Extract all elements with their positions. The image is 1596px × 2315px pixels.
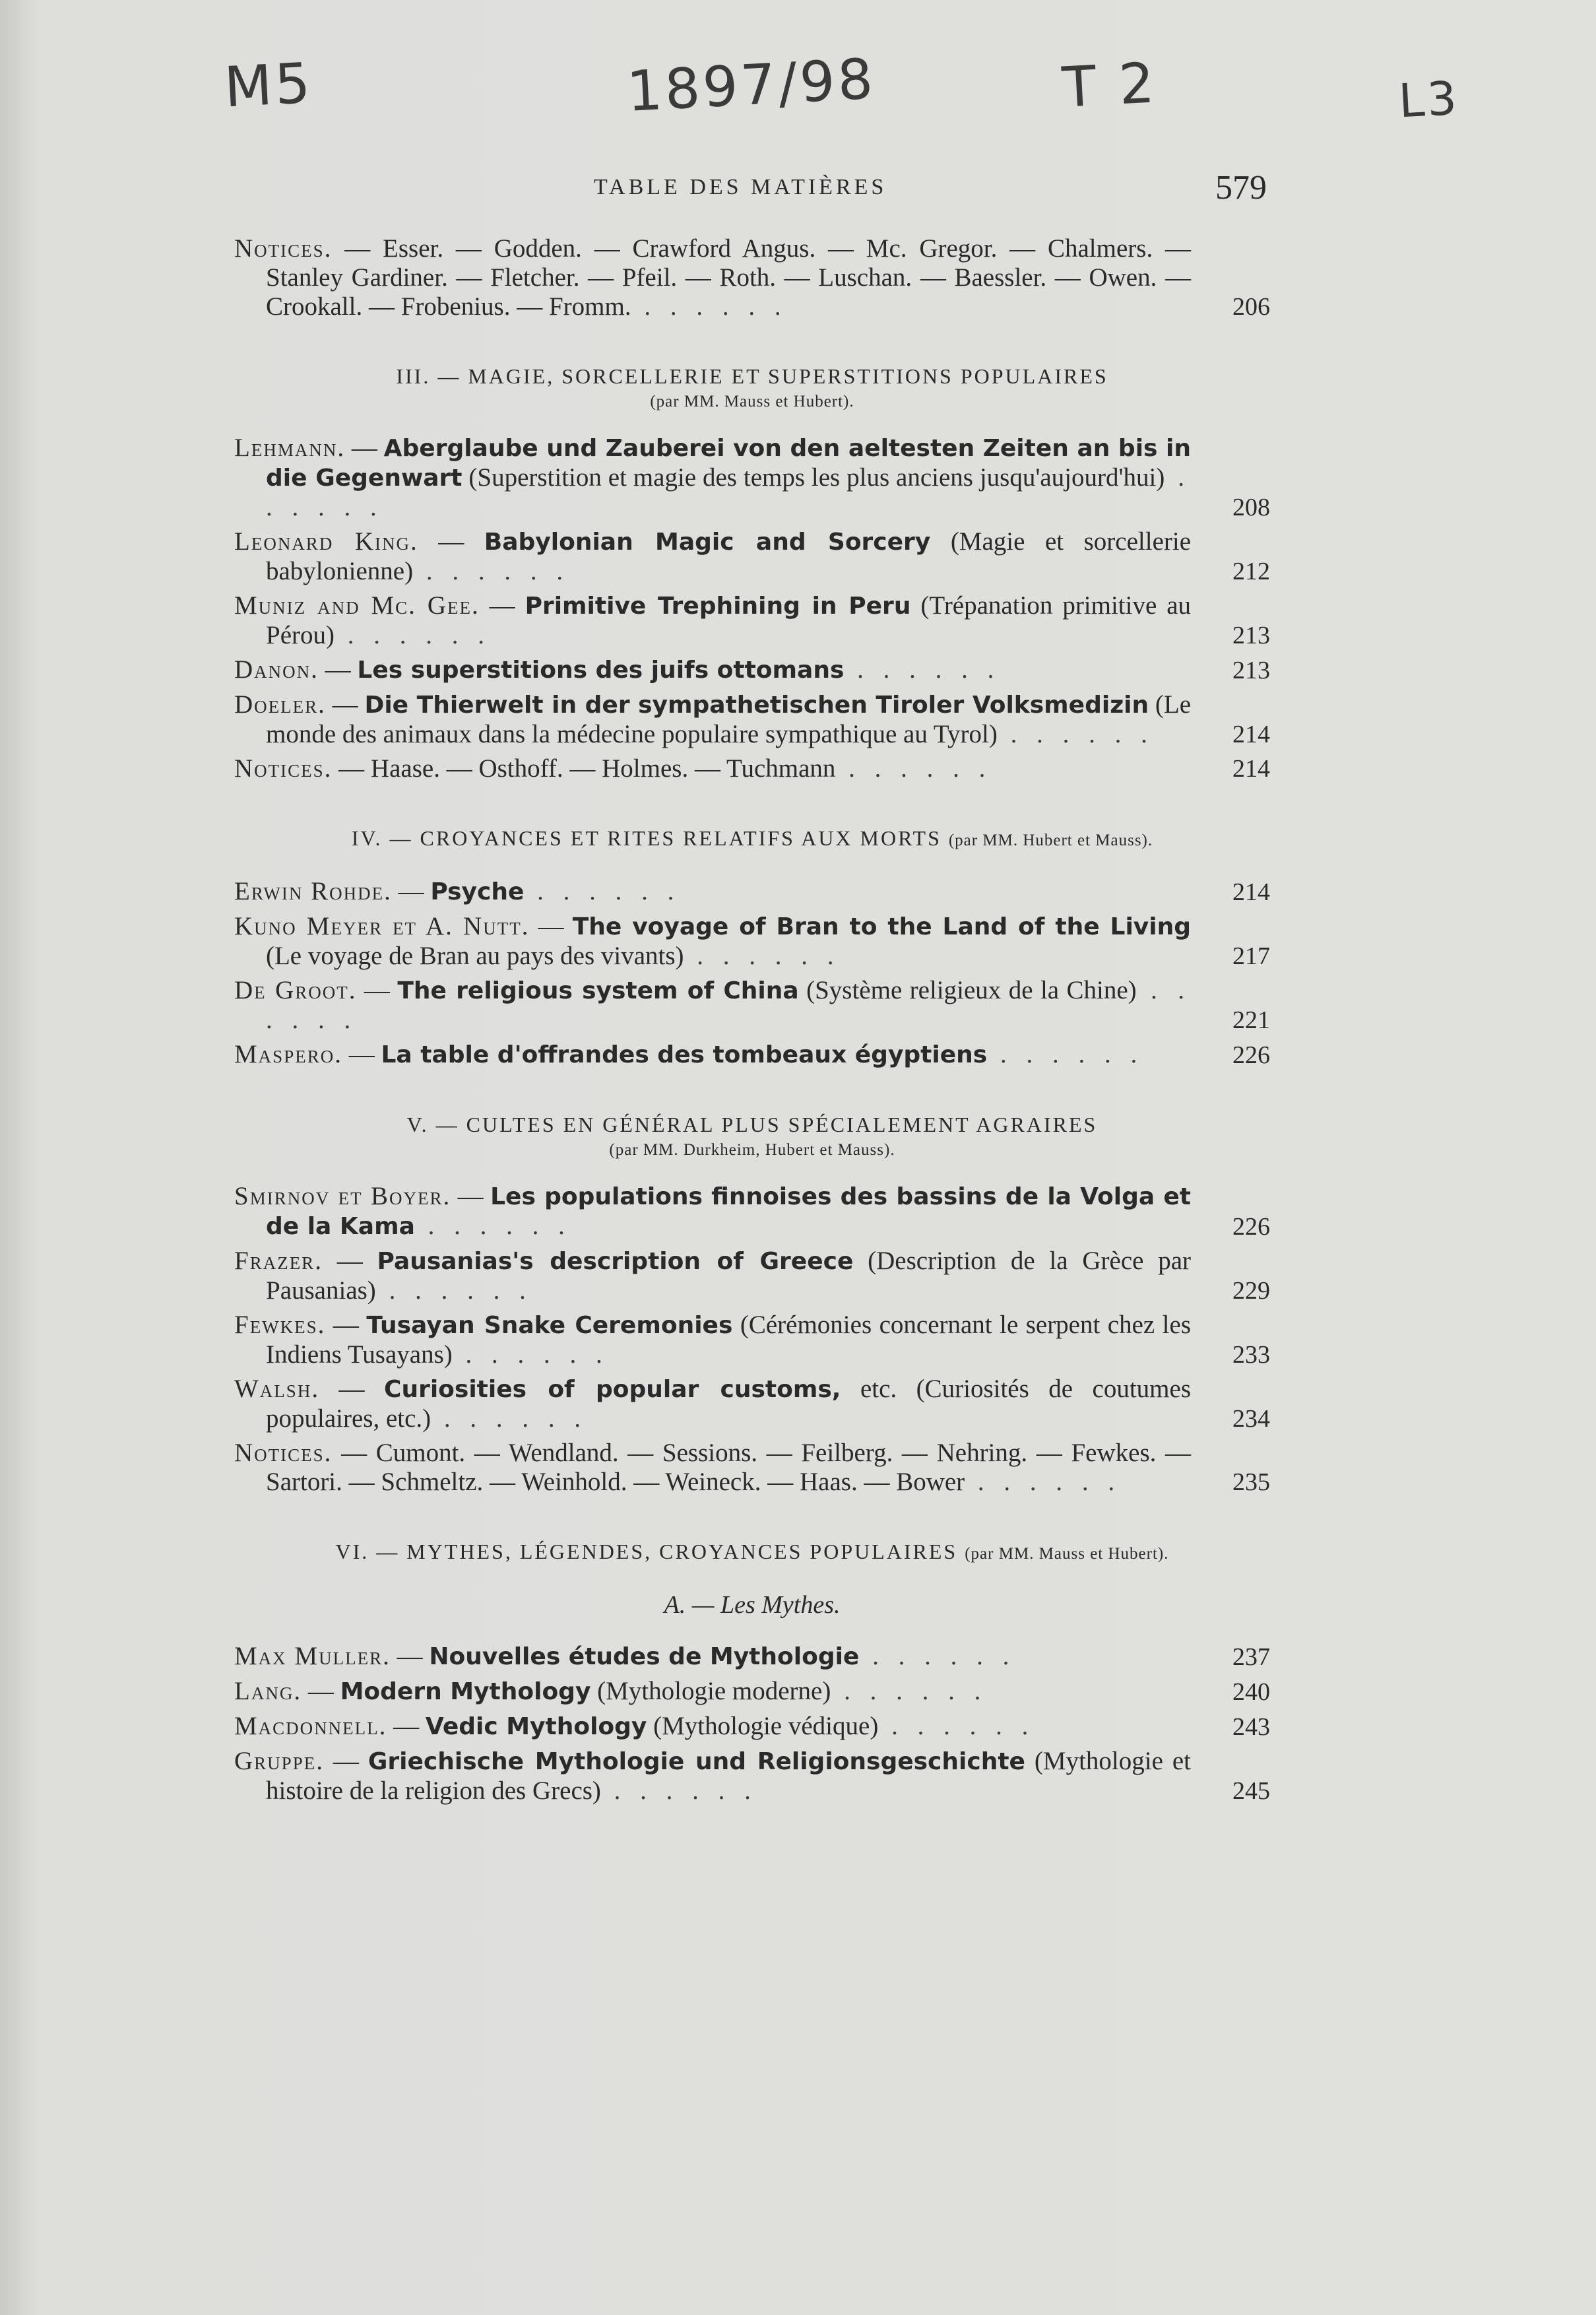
entry-page-number: 233 [1232, 1341, 1270, 1369]
entry-page-number: 229 [1232, 1277, 1270, 1305]
dot-leader: . . . . . . [997, 720, 1154, 748]
entry-page-number: 213 [1232, 657, 1270, 684]
entry-page-number: 213 [1232, 622, 1270, 649]
page-number: 579 [1215, 169, 1267, 207]
entry-page-number: 214 [1232, 755, 1270, 783]
entry-page-number: 226 [1232, 1213, 1270, 1241]
entry-description: (Magie et sorcellerie babylonienne) [266, 527, 1192, 585]
dot-leader: . . . . . . [987, 1040, 1144, 1068]
entry-title: The religious system of China [397, 977, 799, 1004]
entry-description: — Haase. — Osthoff. — Holmes. — Tuchmann [338, 754, 836, 783]
entry-description: (Description de la Grèce par Pausanias) [266, 1247, 1192, 1305]
dot-leader: . . . . . . [375, 1276, 532, 1305]
toc-entry: Macdonnell. — Vedic Mythology (Mythologie védique) . . . . . . 243 [234, 1712, 1270, 1741]
entry-description: — Esser. — Godden. — Crawford Angus. — Mc. Gregor. — Chalmers. — Stanley Gardiner. — Fletcher. — Pfeil. — Roth. — Luschan. — Baessler. — Owen. — Crookall. — Frobenius. — Fromm. [266, 234, 1192, 321]
entry-author: Maspero. [234, 1040, 342, 1068]
entry-page-number: 226 [1232, 1041, 1270, 1069]
subsection-title: A. — Les Mythes. [664, 1591, 841, 1619]
entry-title: Les superstitions des juifs ottomans [357, 657, 845, 684]
handwritten-note: M5 [222, 50, 315, 120]
entry-page-number: 214 [1232, 878, 1270, 906]
entry-title: Nouvelles études de Mythologie [429, 1643, 860, 1670]
dot-leader: . . . . . . [266, 463, 1191, 521]
entry-author: Macdonnell. [234, 1712, 387, 1740]
entry-title: The voyage of Bran to the Land of the Living [572, 913, 1192, 940]
dot-leader: . . . . . . [844, 655, 1001, 684]
entry-author: Smirnov et Boyer. [234, 1182, 451, 1210]
entry-author: Danon. [234, 655, 319, 684]
dot-leader: . . . . . . [431, 1404, 588, 1433]
toc-entry: Leonard King. — Babylonian Magic and Sorcery (Magie et sorcellerie babylonienne) . . . . . . 212 [234, 527, 1270, 585]
entry-description: (Mythologie et histoire de la religion des Grecs) [266, 1747, 1191, 1805]
toc-entry: Walsh. — Curiosities of popular customs, etc. (Curiosités de coutumes populaires, etc.) . . . . . . 234 [234, 1375, 1270, 1433]
handwritten-note: T 2 [1060, 50, 1159, 120]
entry-title: Modern Mythology [340, 1678, 591, 1705]
entry-title: Tusayan Snake Ceremonies [366, 1312, 733, 1339]
entry-title: Die Thierwelt in der sympathetischen Tiroler Volksmedizin [364, 692, 1149, 719]
dot-leader: . . . . . . [631, 292, 788, 321]
toc-entry: Erwin Rohde. — Psyche . . . . . . 214 [234, 877, 1270, 906]
entry-page-number: 243 [1232, 1713, 1270, 1741]
dot-leader: . . . . . . [452, 1340, 609, 1369]
toc-entry: De Groot. — The religious system of China (Système religieux de la Chine) . . . . . . 221 [234, 976, 1270, 1034]
entry-author: Fewkes. [234, 1311, 326, 1339]
entry-description: (Mythologie moderne) [597, 1677, 831, 1705]
entry-page-number: 234 [1232, 1405, 1270, 1433]
entry-description: — Cumont. — Wendland. — Sessions. — Feilberg. — Nehring. — Fewkes. — Sartori. — Schmeltz. — Weinhold. — Weineck. — Haas. — Bower [266, 1439, 1192, 1496]
entry-title: Les populations finnoises des bassins de la Volga et de la Kama [266, 1183, 1191, 1240]
dot-leader: . . . . . . [965, 1468, 1122, 1496]
toc-entry: Lang. — Modern Mythology (Mythologie moderne) . . . . . . 240 [234, 1677, 1270, 1706]
section-byline: (par MM. Durkheim, Hubert et Mauss). [609, 1141, 895, 1159]
section-title: IV. — CROYANCES ET RITES RELATIFS AUX MORTS [351, 826, 949, 850]
entry-page-number: 235 [1232, 1468, 1270, 1496]
dot-leader: . . . . . . [859, 1642, 1016, 1670]
toc-entry: Lehmann. — Aberglaube und Zauberei von den aeltesten Zeiten an bis in die Gegenwart (Superstition et magie des temps les plus anciens jusqu'aujourd'hui) . . . . . . 208 [234, 434, 1270, 521]
dot-leader: . . . . . . [266, 976, 1191, 1034]
section-heading: V. — CULTES EN GÉNÉRAL PLUS SPÉCIALEMENT AGRAIRES [406, 1113, 1098, 1136]
entry-page-number: 214 [1232, 721, 1270, 748]
toc-entry: Gruppe. — Griechische Mythologie und Religionsgeschichte (Mythologie et histoire de la religion des Grecs) . . . . . . 245 [234, 1747, 1270, 1805]
section-byline: (par MM. Mauss et Hubert). [650, 393, 854, 410]
toc-entry: Maspero. — La table d'offrandes des tombeaux égyptiens . . . . . . 226 [234, 1040, 1270, 1069]
dot-leader: . . . . . . [524, 877, 681, 905]
entry-title: Primitive Trephining in Peru [525, 593, 911, 620]
toc-entry: Frazer. — Pausanias's description of Greece (Description de la Grèce par Pausanias) . . . . . . 229 [234, 1247, 1270, 1305]
entry-page-number: 245 [1232, 1777, 1270, 1805]
entry-title: Griechische Mythologie und Religionsgeschichte [367, 1748, 1025, 1775]
entry-page-number: 237 [1232, 1643, 1270, 1671]
entry-author: Doeler. [234, 690, 326, 719]
dot-leader: . . . . . . [414, 1212, 571, 1240]
entry-description: (Superstition et magie des temps les plus anciens jusqu'aujourd'hui) [468, 463, 1165, 492]
entry-page-number: 206 [1232, 293, 1270, 321]
entry-author: Notices. [234, 234, 333, 263]
entry-description: (Système religieux de la Chine) [806, 976, 1137, 1004]
toc-entry: Muniz and Mc. Gee. — Primitive Trephining in Peru (Trépanation primitive au Pérou) . . . . . . 213 [234, 591, 1270, 649]
entry-description: (Cérémonies concernant le serpent chez les Indiens Tusayans) [266, 1311, 1192, 1369]
entry-author: Notices. [234, 1439, 333, 1467]
section-byline: (par MM. Mauss et Hubert). [965, 1545, 1169, 1563]
entry-description: (Trépanation primitive au Pérou) [266, 591, 1192, 649]
dot-leader: . . . . . . [334, 621, 491, 649]
entry-description: (Mythologie védique) [653, 1712, 879, 1740]
entry-description: (Le monde des animaux dans la médecine populaire sympathique au Tyrol) [266, 690, 1192, 748]
entry-author: Lang. [234, 1677, 302, 1705]
running-header [238, 168, 1267, 214]
toc-entry: Fewkes. — Tusayan Snake Ceremonies (Cérémonies concernant le serpent chez les Indiens Tusayans) . . . . . . 233 [234, 1311, 1270, 1369]
entry-page-number: 217 [1232, 942, 1270, 970]
entry-title: Aberglaube und Zauberei von den aeltesten Zeiten an bis in die Gegenwart [266, 435, 1191, 492]
entry-author: Muniz and Mc. Gee. [234, 591, 480, 620]
toc-entry: Doeler. — Die Thierwelt in der sympathetischen Tiroler Volksmedizin (Le monde des animaux dans la médecine populaire sympathique au Tyrol) . . . . . . 214 [234, 690, 1270, 748]
entry-author: Kuno Meyer et A. Nutt. [234, 912, 530, 940]
section-heading [234, 1538, 1270, 1568]
entry-author: Lehmann. [234, 434, 346, 462]
entry-author: Frazer. [234, 1247, 323, 1275]
dot-leader: . . . . . . [684, 942, 841, 970]
entry-title: Curiosities of popular customs, [384, 1376, 841, 1403]
dot-leader: . . . . . . [835, 754, 992, 783]
dot-leader: . . . . . . [831, 1677, 988, 1705]
entry-author: Max Muller. [234, 1642, 391, 1670]
handwritten-note: L3 [1397, 71, 1461, 129]
entry-page-number: 208 [1232, 494, 1270, 521]
section-byline: (par MM. Hubert et Mauss). [948, 831, 1153, 849]
section-title: VI. — MYTHES, LÉGENDES, CROYANCES POPULAIRES [335, 1540, 965, 1563]
handwritten-note: 1897/98 [625, 46, 878, 124]
entry-page-number: 240 [1232, 1678, 1270, 1706]
entry-author: Gruppe. [234, 1747, 324, 1775]
subsection-heading [234, 1590, 1270, 1619]
entry-author: Erwin Rohde. [234, 877, 392, 905]
entry-title: La table d'offrandes des tombeaux égyptiens [381, 1041, 988, 1068]
entry-author: Walsh. [234, 1375, 320, 1403]
entry-author: Notices. [234, 754, 333, 783]
dot-leader: . . . . . . [413, 557, 570, 585]
toc-entry [234, 754, 1270, 783]
entry-description: (Le voyage de Bran au pays des vivants) [266, 942, 684, 970]
section-heading [234, 824, 1270, 855]
dot-leader: . . . . . . [878, 1712, 1035, 1740]
header-title: TABLE DES MATIÈRES [594, 175, 887, 199]
section-heading: III. — MAGIE, SORCELLERIE ET SUPERSTITIONS POPULAIRES [396, 364, 1108, 388]
toc-entry [234, 234, 1270, 321]
toc-entry: Max Muller. — Nouvelles études de Mythologie . . . . . . 237 [234, 1642, 1270, 1671]
entry-title: Pausanias's description of Greece [377, 1248, 854, 1275]
toc-entry: Kuno Meyer et A. Nutt. — The voyage of Bran to the Land of the Living (Le voyage de Bran au pays des vivants) . . . . . . 217 [234, 912, 1270, 970]
toc-entry: Danon. — Les superstitions des juifs ottomans . . . . . . 213 [234, 655, 1270, 684]
entry-author: De Groot. [234, 976, 357, 1004]
dot-leader: . . . . . . [600, 1777, 757, 1805]
entry-description: etc. (Curiosités de coutumes populaires, etc.) [266, 1375, 1192, 1433]
toc-entry [234, 1439, 1270, 1497]
entry-page-number: 212 [1232, 558, 1270, 585]
entry-author: Leonard King. [234, 527, 418, 556]
entry-title: Babylonian Magic and Sorcery [484, 529, 931, 556]
toc-entry: Smirnov et Boyer. — Les populations finnoises des bassins de la Volga et de la Kama . . . . . . 226 [234, 1182, 1270, 1241]
entry-title: Psyche [430, 878, 525, 905]
table-of-contents [234, 234, 1270, 1811]
entry-page-number: 221 [1232, 1006, 1270, 1034]
entry-title: Vedic Mythology [425, 1713, 647, 1740]
